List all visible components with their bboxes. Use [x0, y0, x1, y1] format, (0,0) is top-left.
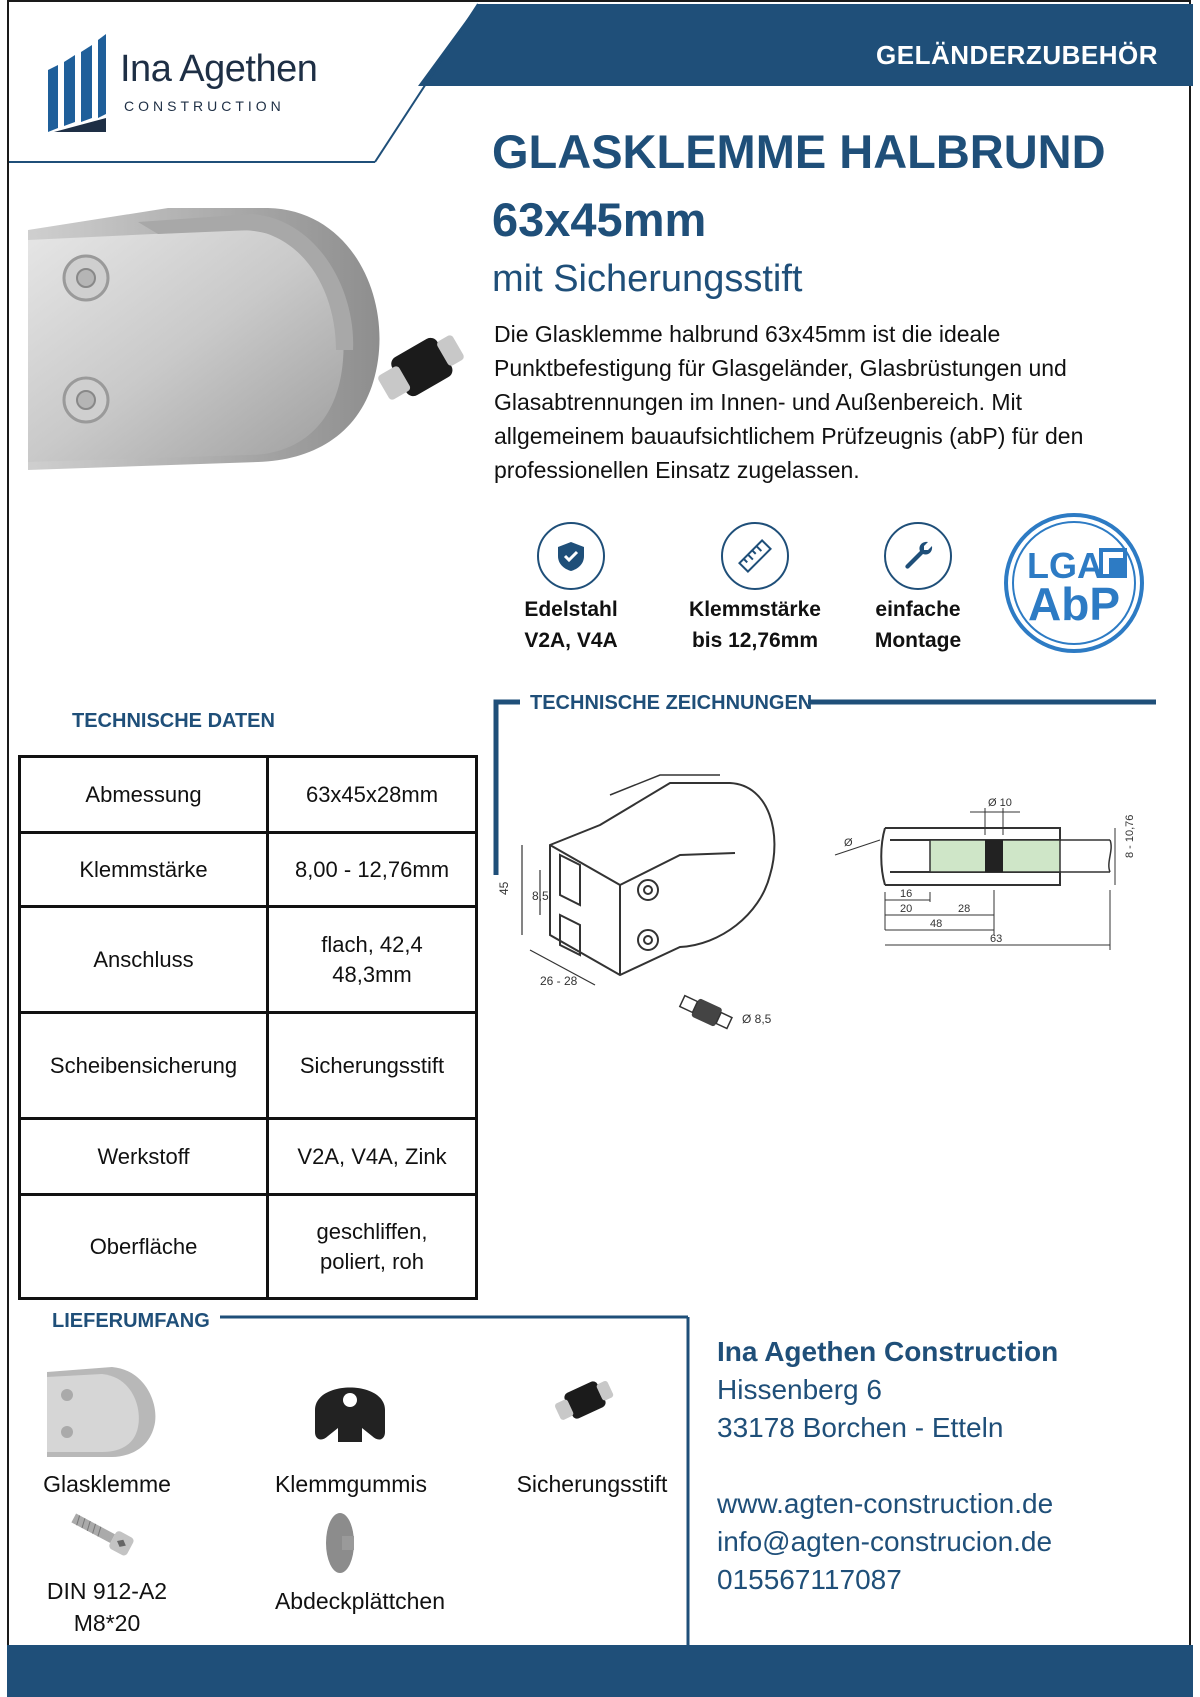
table-row: [20, 1013, 477, 1119]
dim-phi: Ø: [844, 837, 853, 849]
product-title: [492, 118, 1152, 254]
table-row: [20, 907, 477, 1013]
rubber-pad-thumbnail: [310, 1370, 390, 1450]
dim-clamp: 8 - 10,76: [1124, 814, 1136, 858]
ruler-icon: [721, 522, 789, 590]
row-label: Abmessung: [20, 757, 268, 833]
product-description: Die Glasklemme halbrund 63x45mm ist die ideale Punktbefestigung für Glasgeländer, Glasbrüstungen und Glasabtrennungen im Innen- und Außenbereich. Mit allgemeinem bauaufsichtlichem Prüfzeugnis (abP) für den professionellen Einsatz zugelassen.: [494, 321, 1084, 483]
clamp-thumbnail: [42, 1362, 162, 1462]
delivery-item-clamp: Glasklemme: [43, 1471, 171, 1497]
contact-email-link[interactable]: info@agten-construcion.de: [717, 1526, 1053, 1557]
dim-48: 48: [930, 918, 943, 930]
contact-street: Hissenberg 6: [717, 1374, 882, 1405]
contact-company: Ina Agethen Construction: [717, 1336, 1059, 1367]
table-row: [20, 1119, 477, 1195]
product-image: [18, 200, 498, 500]
feature-material-line1: Edelstahl: [524, 598, 618, 621]
dim-16: 16: [900, 888, 913, 900]
row-value: 63x45x28mm: [268, 757, 477, 833]
logo-subtitle: CONSTRUCTION: [124, 98, 285, 114]
badge-top-text: LGA: [1027, 545, 1103, 586]
feature-material: [506, 522, 636, 656]
feature-clamp-line1: Klemmstärke: [689, 598, 821, 621]
cover-plate-thumbnail: [320, 1508, 370, 1578]
feature-clamp-thickness: [680, 522, 830, 656]
dim-63: 63: [990, 933, 1003, 945]
product-subtitle: mit Sicherungsstift: [492, 258, 803, 300]
dim-20: 20: [900, 903, 913, 915]
feature-mounting-line2: Montage: [874, 629, 962, 652]
footer-band: [7, 1645, 1193, 1697]
lga-abp-badge: [1003, 512, 1145, 654]
row-label: Oberfläche: [20, 1195, 268, 1299]
row-value: Sicherungsstift: [268, 1013, 477, 1119]
dim-pin: Ø 8,5: [742, 1012, 772, 1026]
company-logo: [44, 30, 374, 140]
dim-depth: 26 - 28: [540, 974, 578, 988]
feature-material-line2: V2A, V4A: [524, 629, 618, 652]
row-value: V2A, V4A, Zink: [268, 1119, 477, 1195]
feature-mounting: [858, 522, 978, 656]
dim-inner: 8,5: [532, 889, 549, 903]
table-row: [20, 833, 477, 907]
table-row: [20, 757, 477, 833]
logo-name: Ina Agethen: [120, 48, 318, 90]
screw-thumbnail: [62, 1508, 142, 1558]
tech-data-heading: TECHNISCHE DATEN: [72, 710, 275, 732]
contact-city: 33178 Borchen - Etteln: [717, 1412, 1004, 1443]
row-label: Scheibensicherung: [20, 1013, 268, 1119]
contact-block: [717, 1333, 1058, 1599]
delivery-item-pin: Sicherungsstift: [516, 1471, 668, 1497]
shield-check-icon: [537, 522, 605, 590]
safety-pin-thumbnail: [545, 1370, 625, 1430]
delivery-item-screw: DIN 912-A2 M8*20: [46, 1578, 168, 1636]
tech-data-table: [18, 755, 478, 1300]
row-label: Werkstoff: [20, 1119, 268, 1195]
row-label: Anschluss: [20, 907, 268, 1013]
wrench-icon: [884, 522, 952, 590]
title-line-2: 63x45mm: [492, 193, 707, 246]
row-label: Klemmstärke: [20, 833, 268, 907]
delivery-item-rubber: Klemmgummis: [274, 1471, 428, 1497]
dim-dia: Ø 10: [988, 797, 1012, 809]
title-line-1: GLASKLEMME HALBRUND: [492, 125, 1106, 178]
category-label: GELÄNDERZUBEHÖR: [876, 40, 1158, 70]
dim-height: 45: [497, 881, 511, 895]
row-value: 8,00 - 12,76mm: [268, 833, 477, 907]
logo-mark-icon: [44, 30, 114, 135]
drawing-section: [830, 780, 1160, 1000]
feature-clamp-line2: bis 12,76mm: [691, 629, 819, 652]
contact-website-link[interactable]: www.agten-construction.de: [717, 1488, 1054, 1519]
row-value: flach, 42,4 48,3mm: [268, 907, 477, 1013]
row-value: geschliffen, poliert, roh: [268, 1195, 477, 1299]
table-row: [20, 1195, 477, 1299]
badge-bottom-text: AbP: [1028, 578, 1120, 630]
delivery-item-cover: Abdeckplättchen: [274, 1588, 446, 1614]
drawing-isometric: [497, 775, 830, 1055]
feature-mounting-line1: einfache: [875, 598, 961, 621]
contact-phone[interactable]: 015567117087: [717, 1564, 902, 1595]
dim-28: 28: [958, 903, 971, 915]
delivery-heading: LIEFERUMFANG: [52, 1310, 210, 1332]
drawings-heading: TECHNISCHE ZEICHNUNGEN: [530, 692, 813, 714]
